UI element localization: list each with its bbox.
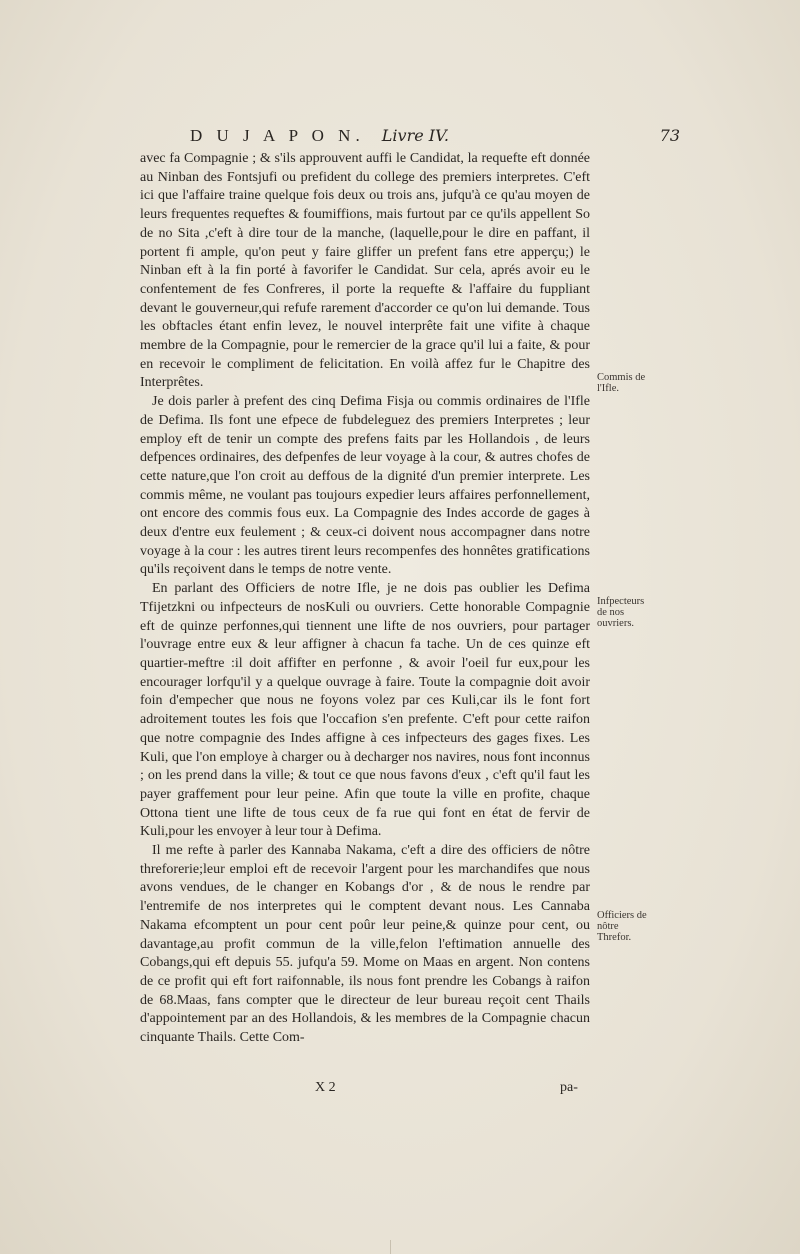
body-text	[140, 150, 590, 1048]
signature-mark: X 2	[315, 1080, 336, 1095]
paragraph-inspecteurs: En parlant des Officiers de notre Ifle, je ne dois pas oublier les Defima Tfijetzkni ou infpecteurs de nosKuli ou ouvriers. Cette honorable Compagnie eft de quinze perfonnes,qui tiennent une lifte de nos ouvriers, pour partager l'ouvrage entre eux & leur affigner à chacun fa tache. Un de ces quinze eft quartier-meftre :il doit affifter en perfonne , & avoir l'oeil fur eux,pour les encourager lorfqu'il y a quelque ouvrage à faire. Toute la compagnie doit avoir foin d'empecher que nous ne foyons volez par ces Kuli,car ils le font fort adroitement toutes les fois que l'occafion s'en prefente. C'eft pour cette raifon que notre compagnie des Indes affigne à ces infpecteurs des gages fixes. Les Kuli, que l'on employe à charger ou à decharger nos navires, nous font inconnus ; on les prend dans la ville; & tout ce que nous favons d'eux , c'eft qu'il faut les payer graffement pour leur peine. Afin que toute la ville en profite, chaque Ottona tient une lifte de tous ceux de fa rue qui font en état de fervir de Kuli,pour les envoyer à leur tour à Defima.	[140, 581, 590, 840]
paragraph-threforerie: Il me refte à parler des Kannaba Nakama, c'eft a dire des officiers de nôtre threforerie;leur emploi eft de recevoir l'argent pour les marchandifes que nous avons vendues, de le changer en Kobangs d'or , & de nous le rendre par l'entremife de nos interpretes qui le comptent devant nous. Les Cannaba Nakama efcomptent un pour cent poûr leur peine,& quinze pour cent, ou davantage,au profit commun de la ville,felon l'eftimation annuelle des Cobangs,qui eft depuis 55. jufqu'a 59. Mome on Maas en argent. Non contens de ce profit qui eft fort raifonnable, ils nous font prendre les Cobangs à raifon de 68.Maas, fans compter que le directeur de leur bureau reçoit cent Thails d'appointement par an des Hollandois, & les membres de la Compagnie chacun cinquante Thails. Cette Com-	[140, 843, 590, 1046]
running-header	[190, 126, 680, 146]
catchword: pa-	[560, 1080, 578, 1095]
margin-note-officiers: Officiers de nôtre Threfor.	[597, 910, 647, 943]
page-edge-mark	[390, 1240, 401, 1254]
header-book: Livre IV.	[381, 126, 449, 145]
paragraph-commis: Je dois parler à prefent des cinq Defima Fisja ou commis ordinaires de l'Ifle de Defima. Ils font une efpece de fubdeleguez des premiers Interpretes ; leur employ eft de tenir un compte des prefens faits par les Hollandois , de leurs defpences ordinaires, des defpenfes de leur voyage à la cour, & autres chofes de cette nature,que l'on croit au deffous de la dignité d'un premier interprete. Les commis même, ne voulant pas toujours expedier leurs affaires perfonnellement, ont encore des commis fous eux. La Compagnie des Indes accorde de gages à deux d'entre eux feulement ; & ceux-ci doivent nous accompagner dans notre voyage à la cour : les autres tirent leurs recompenfes des honnêtes gratifications qu'ils reçoivent dans le temps de notre vente.	[140, 394, 590, 578]
margin-note-inspecteurs: Infpecteurs de nos ouvriers.	[597, 596, 645, 629]
margin-note-commis: Commis de l'Ifle.	[597, 372, 646, 394]
header-title: D U J A P O N.	[190, 126, 365, 145]
paragraph-interpreters: avec fa Compagnie ; & s'ils approuvent auffi le Candidat, la requefte eft donnée au Ninban des Fontsjufi ou prefident du college des premiers interpretes. C'eft ici que l'affaire traine quelque fois deux ou trois ans, jufqu'à ce qu'au moyen de leurs frequentes requeftes & foumiffions, mais furtout par ce qu'ils appellent So de no Sita ,c'eft à dire tour de la manche, (laquelle,pour le dire en paffant, il portent fi ample, qu'on peut y faire gliffer un prefent fans etre apperçu;) le Ninban eft à la fin porté à favorifer le Candidat. Sur cela, aprés avoir eu le confentement de fes Confreres, il porte la requefte & l'affaire du fuppliant devant le gouverneur,qui refufe rarement d'accorder ce qu'on lui demande. Tous les obftacles étant enfin levez, le nouvel interprête fait une vifite à chaque membre de la Compagnie, pour le remercier de la grace qu'il lui a faite, & pour en recevoir le compliment de felicitation. En voilà affez fur le Chapitre des Interprêtes.	[140, 151, 590, 391]
page-number: 73	[659, 126, 680, 145]
